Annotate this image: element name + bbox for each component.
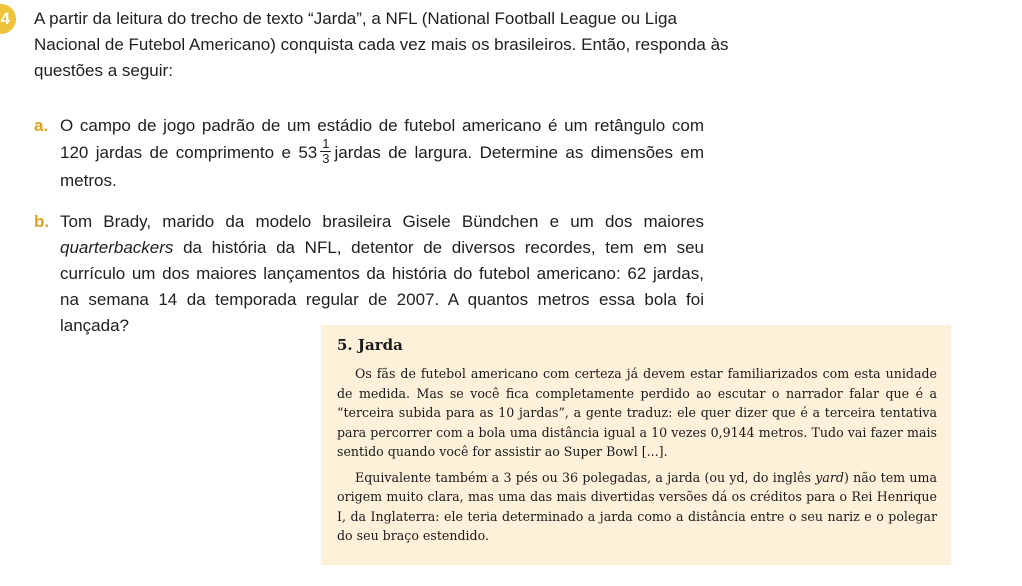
item-letter-a: a. — [34, 116, 49, 135]
paragraph-2-after: ) não tem uma origem muito clara, mas uma das mais divertidas versões dá os créditos para o Rei Henrique I, da Inglaterra: ele teria determinado a jarda como a distância entre o seu nariz e o polegar do seu braço estendido. — [337, 469, 937, 543]
fraction-denominator: 3 — [322, 151, 330, 166]
item-a-text — [60, 113, 704, 194]
fraction-one-third — [320, 137, 331, 166]
item-b-italic-word: quarterbackers — [60, 238, 174, 257]
question-item-a — [34, 113, 704, 194]
reading-box-title: 5. Jarda — [337, 336, 403, 354]
question-number-badge: 4 — [0, 4, 16, 34]
question-item-b — [34, 209, 704, 339]
reading-box-jarda — [321, 325, 951, 565]
paragraph-2-before: Equivalente também a 3 pés ou 36 polegadas, a jarda (ou yd, do inglês — [355, 469, 811, 485]
item-a-text-before: O campo de jogo padrão de um estádio de futebol americano é um retângulo com 120 jardas de comprimento e 53 — [60, 116, 704, 162]
paragraph-2-italic: yard — [815, 469, 844, 485]
item-b-text-after: da história da NFL, detentor de diversos recordes, tem em seu currículo um dos maiores lançamentos da história do futebol americano: 62 jardas, na semana 14 da temporada regular de 2007. A quantos metros essa bola foi lançada? — [60, 238, 704, 335]
reading-box-paragraph-2 — [337, 468, 937, 546]
reading-box-paragraph-1: Os fãs de futebol americano com certeza já devem estar familiarizados com esta unidade de medida. Mas se você fica completamente perdido ao escutar o narrador falar que é a “terceira subida para as 10 jardas”, a gente traduz: ele quer dizer que é a terceira tentativa para percorrer com a bola uma distância igual a 10 vezes 0,9144 metros. Tudo vai fazer mais sentido quando você for assistir ao Super Bowl [...]. — [337, 366, 937, 459]
question-intro: A partir da leitura do trecho de texto “Jarda”, a NFL (National Football League ou Liga Nacional de Futebol Americano) conquista cada vez mais os brasileiros. Então, responda às questões a seguir: — [34, 9, 729, 80]
item-b-text-before: Tom Brady, marido da modelo brasileira Gisele Bündchen e um dos maiores — [60, 212, 704, 231]
fraction-numerator: 1 — [322, 136, 330, 151]
item-letter-b: b. — [34, 212, 50, 231]
item-a-text-after: jardas de largura. Determine as dimensões em metros. — [60, 142, 704, 190]
item-b-text — [60, 209, 704, 339]
